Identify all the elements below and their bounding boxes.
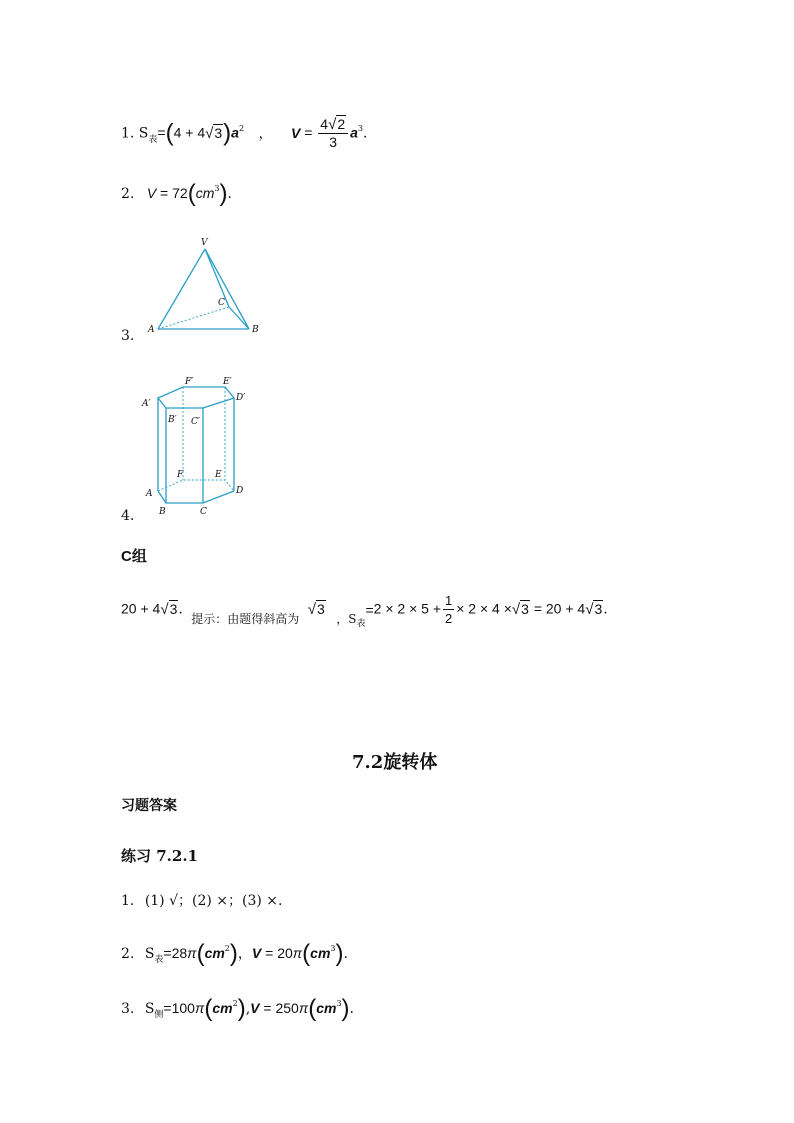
label-v: V xyxy=(201,238,208,248)
answers-heading: 习题答案 xyxy=(121,798,177,814)
label-f1: F′ xyxy=(185,377,194,387)
label-c: C xyxy=(200,507,207,517)
label-a: A xyxy=(146,489,153,499)
answer-1 xyxy=(121,116,367,151)
exercise-answer-1-text: (1) √；(2) ×；(3) ×. xyxy=(144,893,283,909)
exercise-answer-2-close: ) xyxy=(229,940,238,967)
exercise-answer-2-open: ( xyxy=(196,940,205,967)
answer-1-sep: ， xyxy=(258,125,273,142)
answer-2-v: V xyxy=(146,185,157,201)
exercise-answer-2-v: V xyxy=(251,945,262,961)
answer-1-v: V xyxy=(290,124,301,141)
exercise-answer-2-close2: ) xyxy=(335,940,344,967)
hexagonal-prism-figure xyxy=(138,372,258,520)
c-group-heading: C组 xyxy=(121,548,147,565)
answer-2-pow: 3 xyxy=(214,184,220,193)
exercise-answer-2-sub: 表 xyxy=(154,955,164,965)
top-face xyxy=(158,387,234,408)
answer-3-number: 3. xyxy=(121,328,135,344)
exercise-answer-2 xyxy=(121,940,348,968)
bottom-hidden-edges xyxy=(158,480,234,491)
c-calc-end: . xyxy=(603,601,608,618)
label-a: A xyxy=(148,325,155,335)
c-calc-sqrt: √3 xyxy=(511,600,529,618)
exercise-answer-3-eq: =100 xyxy=(163,1000,195,1016)
exercise-answer-1 xyxy=(121,890,283,910)
exercise-answer-3-close2: ) xyxy=(341,995,350,1022)
answer-2-open-paren: ( xyxy=(187,180,196,207)
exercise-answer-3-close: ) xyxy=(237,995,246,1022)
label-e1: E′ xyxy=(223,377,232,387)
exercise-answer-3-pow2: 3 xyxy=(336,999,342,1008)
exercise-answer-3-s: S xyxy=(144,1001,155,1017)
exercise-answer-1-number: 1. xyxy=(121,893,135,909)
answer-1-veq: = xyxy=(300,124,317,141)
exercise-answer-2-pow2: 3 xyxy=(330,944,336,953)
answer-1-number: 1. S xyxy=(121,125,149,142)
answer-1-expr: 4 + 4 xyxy=(173,124,206,141)
exercise-answer-3-pi: π xyxy=(194,1000,205,1016)
exercise-answer-2-pi2: π xyxy=(292,945,303,961)
exercise-answer-3-number: 3. xyxy=(121,1001,135,1017)
label-b: B xyxy=(252,325,259,335)
exercise-answer-2-unit: cm xyxy=(204,945,225,961)
exercise-answer-3 xyxy=(121,995,354,1023)
exercise-answer-2-end: . xyxy=(343,946,348,962)
label-d: D xyxy=(236,486,244,496)
c-eq: = xyxy=(365,601,374,618)
answer-1-end: . xyxy=(363,125,368,142)
c-sub: 表 xyxy=(356,618,366,629)
answer-1-fraction: $\frac{4√2}{3}$ xyxy=(318,116,348,151)
answer-2-eq: = 72 xyxy=(156,185,188,201)
c-calc-sqrt2: √3 xyxy=(585,600,603,618)
answer-4-number: 4. xyxy=(121,508,135,524)
exercise-answer-2-pi: π xyxy=(187,945,197,961)
c-answer-sqrt: √3 xyxy=(160,600,178,618)
exercise-answer-3-veq: = 250 xyxy=(259,1000,299,1016)
c-group-answer xyxy=(121,592,608,627)
label-f: F xyxy=(177,470,184,480)
label-b: B xyxy=(159,507,166,517)
answer-2-unit: cm xyxy=(195,185,215,201)
exercise-answer-3-open2: ( xyxy=(308,995,317,1022)
answer-2-end: . xyxy=(227,186,232,202)
exercise-answer-3-sub: 侧 xyxy=(154,1010,164,1020)
answer-1-a2: a xyxy=(350,124,358,141)
answer-2 xyxy=(121,180,232,208)
exercise-answer-3-sep: , xyxy=(245,1001,251,1017)
exercise-answer-2-eq: =28 xyxy=(163,945,188,961)
answer-1-open-paren: ( xyxy=(165,119,174,147)
answer-1-sqrt: √3 xyxy=(205,124,223,142)
exercise-answer-3-open: ( xyxy=(204,995,213,1022)
exercise-answer-3-pow: 2 xyxy=(232,999,238,1008)
answer-1-eq: = xyxy=(157,124,166,141)
c-hint: 提示：由题得斜高为 xyxy=(191,611,300,626)
bottom-visible-edges xyxy=(158,491,234,503)
exercise-answer-2-pow: 2 xyxy=(224,944,230,953)
exercise-answer-3-pi2: π xyxy=(298,1000,309,1016)
exercise-answer-3-end: . xyxy=(349,1001,354,1017)
answer-1-pow: 2 xyxy=(238,123,245,133)
tetrahedron-figure xyxy=(145,235,270,340)
exercise-answer-2-open2: ( xyxy=(302,940,311,967)
answer-1-pow3: 3 xyxy=(357,123,363,133)
exercise-answer-2-unit2: cm xyxy=(310,945,331,961)
c-calc1: 2 × 2 × 5 + xyxy=(373,600,441,617)
exercise-answer-3-unit: cm xyxy=(212,1000,233,1016)
c-answer-end: . xyxy=(178,601,183,618)
label-c: C xyxy=(218,298,225,308)
answer-2-close-paren: ) xyxy=(219,180,228,207)
label-c1: C′ xyxy=(191,417,200,427)
answer-1-sub: 表 xyxy=(148,134,158,145)
exercise-answer-2-s: S xyxy=(144,946,155,962)
exercise-heading: 练习 7.2.1 xyxy=(121,847,198,865)
label-a1: A′ xyxy=(142,399,151,409)
answer-1-a: a xyxy=(231,124,239,141)
answer-2-number: 2. xyxy=(121,186,135,202)
c-calc2: × 2 × 4 × xyxy=(456,600,512,617)
section-title: 7.2旋转体 xyxy=(352,752,438,773)
exercise-answer-3-v: V xyxy=(250,1000,260,1016)
c-fraction: $\frac{1}{2}$ xyxy=(445,593,453,626)
edge-vc xyxy=(205,249,229,307)
label-e: E xyxy=(215,470,222,480)
exercise-answer-2-sep: ， xyxy=(237,946,252,962)
c-calc3: = 20 + 4 xyxy=(529,600,586,617)
c-comma-s: ，S xyxy=(336,611,357,626)
c-answer-prefix: 20 + 4 xyxy=(121,600,161,617)
exercise-answer-2-veq: = 20 xyxy=(261,945,293,961)
answer-1-close-paren: ) xyxy=(223,119,232,147)
c-hint-sqrt: √3 xyxy=(307,600,325,618)
label-b1: B′ xyxy=(168,415,177,425)
label-d1: D′ xyxy=(236,393,246,403)
edge-vb xyxy=(205,249,249,329)
exercise-answer-2-number: 2. xyxy=(121,946,135,962)
exercise-answer-3-unit2: cm xyxy=(316,1000,337,1016)
